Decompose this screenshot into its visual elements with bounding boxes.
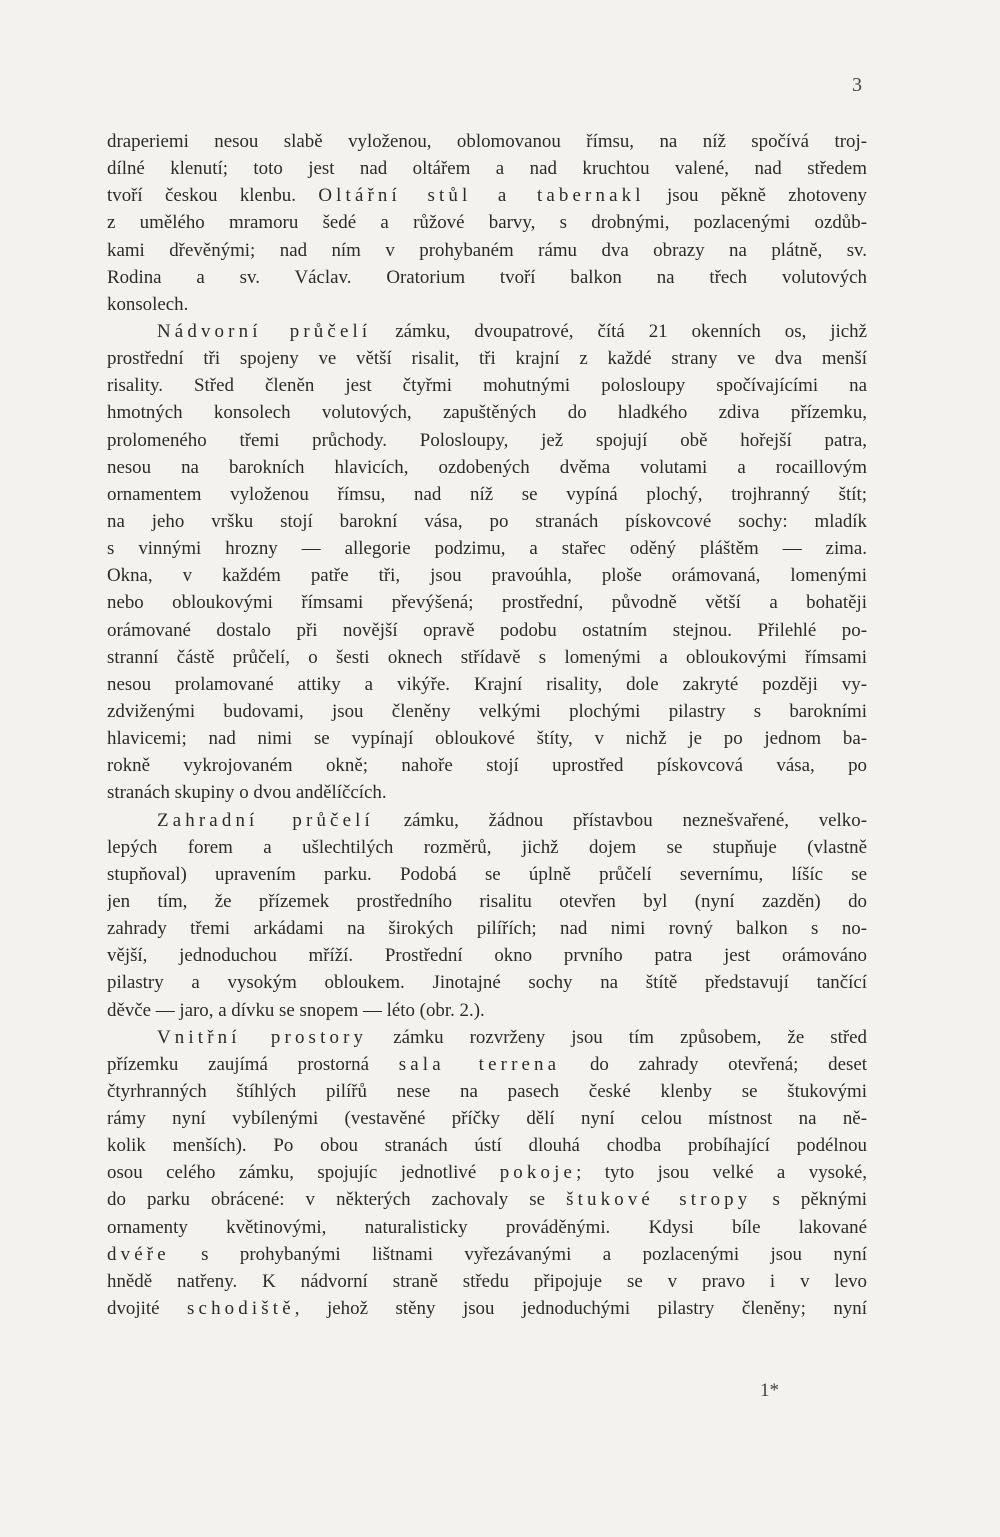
text-segment: jsou pěkně zhotoveny xyxy=(644,185,867,207)
text-segment: Rodina a sv. Václav. Oratorium tvoří balkon na třech volutových xyxy=(107,266,867,288)
text-line xyxy=(107,1295,867,1322)
text-line xyxy=(107,698,867,725)
text-segment: zámku rozvrženy jsou tím způsobem, že střed xyxy=(367,1026,867,1048)
text-line xyxy=(107,1214,867,1241)
text-segment: kami dřevěnými; nad ním v prohybaném rámu dva obrazy na plátně, sv. xyxy=(107,239,867,261)
text-segment: , jehož stěny jsou jednoduchými pilastry členěny; nyní xyxy=(294,1298,867,1320)
text-segment: draperiemi nesou slabě vyloženou, oblomovanou římsu, na níž spočívá troj- xyxy=(107,131,867,152)
text-segment: osou celého zámku, spojujíc jednotlivé xyxy=(107,1162,500,1184)
text-line xyxy=(107,671,867,698)
text-segment: zahrady třemi arkádami na širokých pilířích; nad nimi rovný balkon s no- xyxy=(107,918,867,940)
spaced-emphasis: Nádvorní průčelí xyxy=(157,320,372,342)
text-line xyxy=(107,888,867,915)
text-segment: děvče — jaro, a dívku se snopem — léto (obr. 2.). xyxy=(107,999,485,1021)
spaced-emphasis: schodiště xyxy=(187,1298,295,1320)
text-segment: zámku, dvoupatrové, čítá 21 okenních os, jichž xyxy=(371,320,867,342)
text-segment: stranní částě průčelí, o šesti oknech střídavě s lomenými a obloukovými římsami xyxy=(107,646,867,668)
text-line xyxy=(107,644,867,671)
text-segment: dílné klenutí; toto jest nad oltářem a nad kruchtou valené, nad středem xyxy=(107,158,867,180)
text-line xyxy=(107,1105,867,1132)
text-line xyxy=(107,264,867,291)
text-segment: z umělého mramoru šedé a růžové barvy, s drobnými, pozlacenými ozdůb- xyxy=(107,212,867,234)
text-line xyxy=(107,155,867,182)
text-segment: orámované dostalo při novější opravě podobu ostatním stejnou. Přilehlé po- xyxy=(107,619,867,641)
text-segment: zdviženými budovami, jsou členěny velkými plochými pilastry s barokními xyxy=(107,700,867,722)
text-line xyxy=(107,1078,867,1105)
text-line xyxy=(107,128,867,155)
spaced-emphasis: Zahradní průčelí xyxy=(157,809,374,831)
text-line xyxy=(107,1241,867,1268)
text-line xyxy=(107,969,867,996)
text-segment: hmotných konsolech volutových, zapuštěných do hladkého zdiva přízemku, xyxy=(107,402,867,424)
text-segment: s vinnými hrozny — allegorie podzimu, a stařec oděný pláštěm — zima. xyxy=(107,538,867,560)
text-line xyxy=(107,372,867,399)
text-segment: stupňoval) upravením parku. Podobá se úplně průčelí severnímu, líšíc se xyxy=(107,863,867,885)
spaced-emphasis: dvéře xyxy=(107,1243,170,1265)
text-line xyxy=(107,589,867,616)
text-segment: stranách skupiny o dvou andělíčcích. xyxy=(107,782,387,804)
text-segment: tvoří českou klenbu. xyxy=(107,185,319,207)
text-segment: Okna, v každém patře tři, jsou pravoúhla, ploše orámovaná, lomenými xyxy=(107,565,867,587)
text-segment: risality. Střed členěn jest čtyřmi mohutnými polosloupy spočívajícími na xyxy=(107,375,867,397)
text-segment: lepých forem a ušlechtilých rozměrů, jichž dojem se stupňuje (vlastně xyxy=(107,836,867,858)
text-line xyxy=(107,237,867,264)
text-segment: ; tyto jsou velké a vysoké, xyxy=(576,1162,867,1184)
text-segment: jen tím, že přízemek prostředního risalitu otevřen byl (nyní zazděn) do xyxy=(107,890,867,912)
text-segment: přízemku zaujímá prostorná xyxy=(107,1053,399,1075)
text-segment: prostřední tři spojeny ve větší risalit, tři krajní z každé strany ve dva menší xyxy=(107,348,867,370)
text-line xyxy=(107,1051,867,1078)
text-segment: zámku, žádnou přístavbou neznešvařené, velko- xyxy=(373,809,867,831)
spaced-emphasis: sala terrena xyxy=(398,1053,561,1075)
text-segment: vější, jednoduchou mříží. Prostřední okno prvního patra jest orámováno xyxy=(107,945,867,967)
text-segment: ornamentem vyloženou římsu, nad níž se vypíná plochý, trojhranný štít; xyxy=(107,483,867,505)
text-line xyxy=(107,834,867,861)
text-line xyxy=(107,779,867,806)
text-segment: pilastry a vysokým obloukem. Jinotajné sochy na štítě představují tančící xyxy=(107,972,867,994)
text-line xyxy=(107,915,867,942)
text-line xyxy=(107,427,867,454)
spaced-emphasis: štukové stropy xyxy=(566,1189,752,1211)
text-line xyxy=(107,454,867,481)
text-segment: rámy nyní vybílenými (vestavěné příčky dělí nyní celou místnost na ně- xyxy=(107,1108,867,1130)
text-segment: kolik menších). Po obou stranách ústí dlouhá chodba probíhající podélnou xyxy=(107,1135,867,1157)
text-segment: na jeho vršku stojí barokní vása, po stranách pískovcové sochy: mladík xyxy=(107,510,867,532)
text-line xyxy=(107,1159,867,1186)
text-segment: konsolech. xyxy=(107,293,189,315)
text-line xyxy=(107,508,867,535)
text-line xyxy=(107,752,867,779)
text-line xyxy=(107,1268,867,1295)
spaced-emphasis: Vnitřní prostory xyxy=(157,1026,368,1048)
text-segment: do zahrady otevřená; deset xyxy=(560,1053,867,1075)
text-line xyxy=(107,345,867,372)
text-line xyxy=(107,562,867,589)
text-segment: rokně vykrojovaném okně; nahoře stojí uprostřed pískovcová vása, po xyxy=(107,755,867,777)
text-line xyxy=(107,399,867,426)
text-segment: nesou na barokních hlavicích, ozdobených dvěma volutami a rocaillovým xyxy=(107,456,867,478)
text-line xyxy=(107,942,867,969)
text-segment: s prohybanými lištnami vyřezávanými a pozlacenými jsou nyní xyxy=(169,1243,867,1265)
text-segment: nebo obloukovými římsami převýšená; prostřední, původně větší a bohatěji xyxy=(107,592,867,614)
text-line xyxy=(107,861,867,888)
text-line xyxy=(107,291,867,318)
text-line xyxy=(107,617,867,644)
text-line xyxy=(107,182,867,209)
spaced-emphasis: pokoje xyxy=(499,1162,577,1184)
text-segment: hnědě natřeny. K nádvorní straně středu připojuje se v pravo i v levo xyxy=(107,1270,867,1292)
text-line xyxy=(107,481,867,508)
text-segment: čtyrhranných štíhlých pilířů nese na pasech české klenby se štukovými xyxy=(107,1080,867,1102)
text-segment: prolomeného třemi průchody. Polosloupy, jež spojují obě hořejší patra, xyxy=(107,429,867,451)
text-line xyxy=(107,997,867,1024)
signature-mark: 1* xyxy=(760,1380,779,1401)
text-segment: do parku obrácené: v některých zachovaly se xyxy=(107,1189,567,1211)
text-line xyxy=(107,1186,867,1213)
text-segment: nesou prolamované attiky a vikýře. Krajní risality, dole zakryté později vy- xyxy=(107,673,867,695)
page-number: 3 xyxy=(852,74,862,96)
text-line xyxy=(107,725,867,752)
text-segment: ornamenty květinovými, naturalisticky prováděnými. Kdysi bíle lakované xyxy=(107,1216,867,1238)
text-line xyxy=(107,807,867,834)
text-segment: s pěknými xyxy=(751,1189,867,1211)
spaced-emphasis: Oltářní stůl a tabernakl xyxy=(318,185,645,207)
text-line xyxy=(107,318,867,345)
text-line xyxy=(107,1132,867,1159)
text-segment: dvojité xyxy=(107,1298,188,1320)
text-line xyxy=(107,535,867,562)
text-line xyxy=(107,209,867,236)
text-segment: hlavicemi; nad nimi se vypínají obloukové štíty, v nichž je po jednom ba- xyxy=(107,728,867,750)
text-line xyxy=(107,1024,867,1051)
body-text xyxy=(107,128,867,1322)
